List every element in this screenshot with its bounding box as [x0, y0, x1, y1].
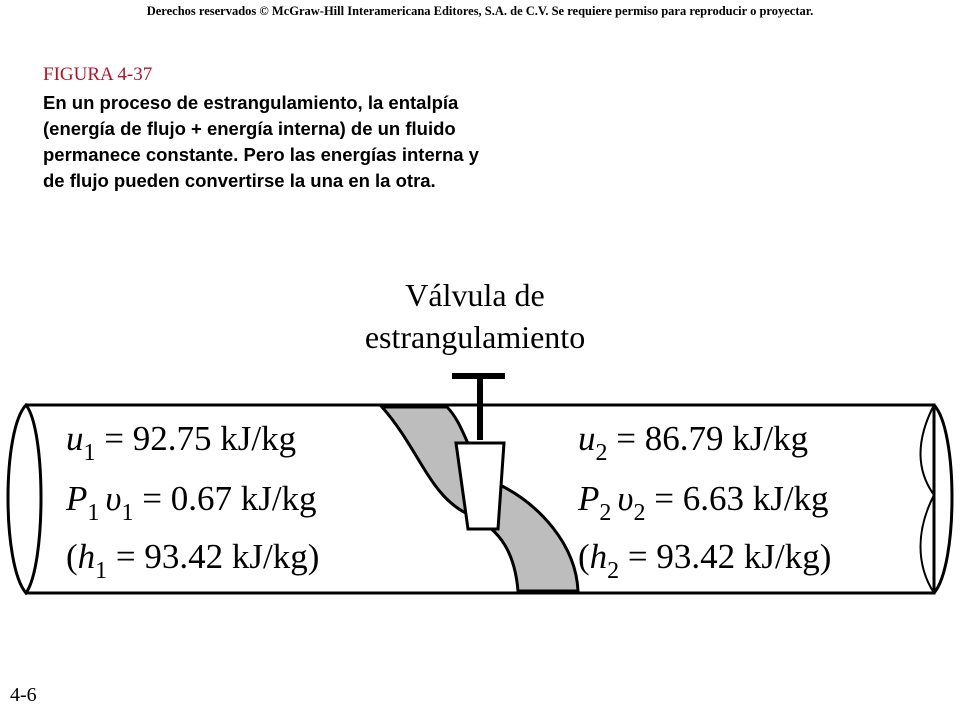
- right-h-equation: ($h_2 = 93.42$ kJ/kg): [578, 537, 832, 584]
- left-h-equation: ($h_1 = 93.42$ kJ/kg): [66, 537, 320, 584]
- valve-label-line2: estrangulamiento: [364, 319, 586, 355]
- page-number: 4-6: [10, 684, 37, 706]
- right-u-equation: $u_2 = 86.79$ kJ/kg: [578, 419, 809, 466]
- figure-title: FIGURA 4-37: [43, 64, 153, 85]
- left-u-equation: $u_1 = 92.75$ kJ/kg: [66, 419, 297, 466]
- left-pv-equation: $P_1$ $\upsilon_1 = 0.67$ kJ/kg: [66, 479, 317, 526]
- valve-label-line1: Válvula de: [405, 277, 545, 313]
- pipe-right-end: [934, 405, 952, 593]
- pipe-left-end: [8, 405, 41, 593]
- figure-caption: En un proceso de estrangulamiento, la entalpía (energía de flujo + energía interna) de un fluido permanece constante. Pero las energías interna y de flujo pueden convertirse la una en la otra.: [43, 92, 479, 191]
- right-pv-equation: $P_2$ $\upsilon_2 = 6.63$ kJ/kg: [578, 479, 829, 526]
- copyright-notice: Derechos reservados © McGraw-Hill Interamericana Editores, S.A. de C.V. Se requiere permiso para reproducir o proyectar.: [146, 4, 814, 18]
